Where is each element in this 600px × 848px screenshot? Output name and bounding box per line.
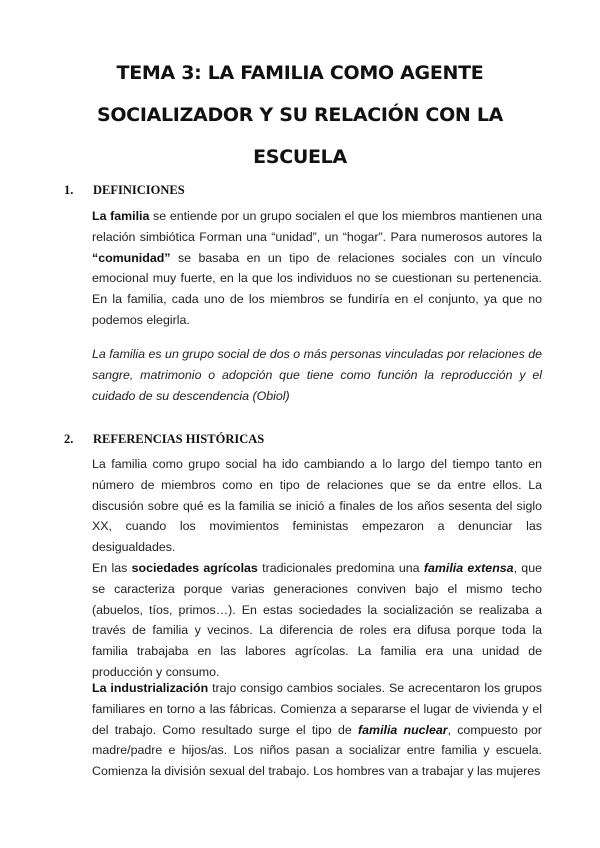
title-line-2: SOCIALIZADOR Y SU RELACIÓN CON LA bbox=[96, 104, 504, 126]
paragraph-quote-obiol: La familia es un grupo social de dos o más personas vinculadas por relaciones de sangre, matrimonio o adopción que tiene como función la reproducción y el cuidado de su descendencia (Obiol) bbox=[92, 347, 542, 403]
bold-italic-term: familia nuclear bbox=[358, 722, 448, 737]
paragraph-definition-familia bbox=[92, 206, 542, 331]
title-line-1: TEMA 3: LA FAMILIA COMO AGENTE bbox=[116, 62, 484, 84]
bold-term: La industrialización bbox=[92, 681, 209, 695]
title-line-3: ESCUELA bbox=[253, 146, 347, 168]
paragraph-text: , compuesto por madre/padre e hijos/as. Los niños pasan a socializar entre familia y escuela. Comienza la división sexual del trabajo. Los hombres van a trabajar y las mujeres bbox=[92, 722, 542, 779]
paragraph-text: , que se caracteriza porque varias generaciones conviven bajo el mismo techo (abuelos, tíos, primos…). En estas sociedades la socialización se realizaba a través de familia y vecinos. La diferencia de roles era difusa porque toda la familia trabajaba en las labores agrícolas. La familia era una unidad de producción y consumo. bbox=[92, 561, 542, 679]
section-title: DEFINICIONES bbox=[93, 183, 185, 197]
paragraph-text: trajo consigo cambios sociales. Se acrecentaron los grupos familiares en torno a las fábricas. Comienza a separarse el lugar de vivienda y el del trabajo. Como resultado surge el tipo de bbox=[92, 681, 543, 737]
paragraph-text: se entiende por un grupo socialen el que los miembros mantienen una relación simbiótica Forman una “unidad”, un “hogar”. Para numerosos autores la bbox=[92, 209, 542, 244]
section-heading-definiciones bbox=[64, 183, 185, 198]
paragraph-text: se basaba en un tipo de relaciones sociales con un vínculo emocional muy fuerte, en la que los individuos no se cuestionan su pertenencia. En la familia, cada uno de los miembros se fundiría en el conjunto, ya que no podemos elegirla. bbox=[92, 250, 542, 327]
paragraph-historia: La familia como grupo social ha ido cambiando a lo largo del tiempo tanto en número de miembros como en tipo de relaciones que se da entre ellos. La discusión sobre qué es la familia se inició a finales de los años sesenta del siglo XX, cuando los movimientos feministas empezaron a denunciar las desigualdades. bbox=[92, 457, 542, 555]
bold-term: sociedades agrícolas bbox=[131, 561, 258, 575]
section-number: 2. bbox=[64, 432, 74, 446]
paragraph-text: tradicionales predomina una bbox=[257, 561, 424, 575]
section-title: REFERENCIAS HISTÓRICAS bbox=[93, 432, 265, 446]
paragraph-sociedades-agricolas bbox=[92, 558, 542, 683]
bold-term: “comunidad” bbox=[92, 250, 171, 265]
page-title bbox=[40, 52, 560, 178]
bold-term: La familia bbox=[92, 209, 150, 223]
section-heading-referencias bbox=[64, 432, 264, 447]
bold-italic-term: familia extensa bbox=[423, 561, 514, 575]
paragraph-industrializacion bbox=[92, 678, 542, 782]
paragraph-text: En las bbox=[92, 561, 132, 575]
section-number: 1. bbox=[64, 183, 74, 197]
